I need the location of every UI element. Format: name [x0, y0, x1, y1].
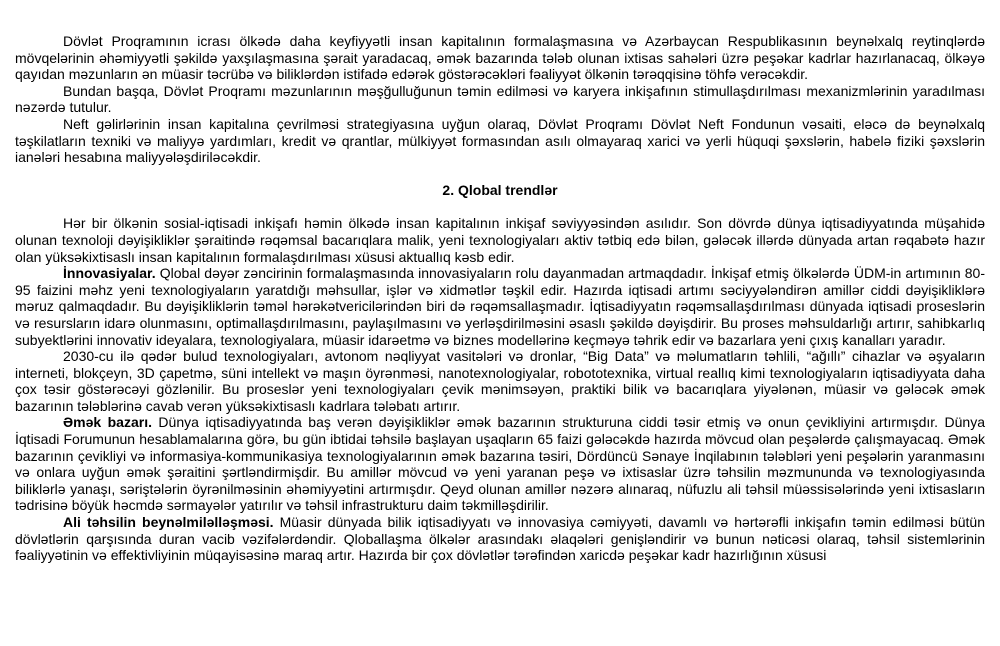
paragraph-internationalization: [15, 514, 985, 564]
section-heading-global-trends: 2. Qlobal trendlər: [442, 182, 558, 199]
paragraph-financing-sources: Neft gəlirlərinin insan kapitalına çevrilməsi strategiyasına uyğun olaraq, Dövlət Proqramı Dövlət Neft Fondunun vəsaiti, eləcə də beynəlxalq təşkilatların texniki və maliyyə yardımları, kredit və qrantlar, mülkiyyət formasından asılı olmayaraq xarici və yerli hüquqi şəxslərin, habelə fiziki şəxslərin ianələri hesabına maliyyələşdiriləcəkdir.: [15, 115, 985, 166]
paragraph-program-execution: Dövlət Proqramının icrası ölkədə daha keyfiyyətli insan kapitalının formalaşmasına və Azərbaycan Respublikasının beynəlxalq reytinqlərdə mövqelərinin əhəmiyyətli şəkildə yaxşılaşmasına şərait yaradacaq, əmək bazarında tələb olunan ixtisas sahələri üzrə peşəkar kadrlar hazırlanacaq, ölkəyə qayıdan məzunların ən müasir təcrübə və biliklərdən istifadə edərək göstərəcəkləri fəaliyyət ölkənin tərəqqisinə töhfə verəcəkdir.: [15, 33, 985, 83]
paragraph-employment-mechanisms: Bundan başqa, Dövlət Proqramı məzunlarının məşğulluğunun təmin edilməsi və karyera inkişafının stimullaşdırılması mexanizmlərinin yaradılması nəzərdə tutulur.: [15, 82, 985, 116]
paragraph-lead-labor-market: Əmək bazarı.: [63, 414, 152, 431]
paragraph-lead-innovations: İnnovasiyalar.: [63, 265, 156, 282]
paragraph-body-labor-market: Dünya iqtisadiyyatında baş verən dəyişikliklər əmək bazarının strukturuna ciddi təsir etmiş və onun çevikliyini artırmışdır. Dünya İqtisadi Forumunun hesablamalarına görə, bu gün ibtidai təhsilə başlayan uşaqların 65 faizi gələcəkdə hazırda mövcud olan peşələrdə çalışmayacaq. Əmək bazarının çevikliyi və informasiya-kommunikasiya texnologiyalarının əmək bazarına təsiri, Dördüncü Sənaye İnqilabının tələbləri yeni peşələrin yaranmasını və onlara uyğun əmək şəraitini şərtləndirmişdir. Bu amillər mövcud və yeni yaranan peşə və ixtisaslar üzrə təhsilin məzmununda və texnologiyasında biliklərlə yanaşı, səriştələrin öyrənilməsinin əhəmiyyətini artırmışdır. Qeyd olunan amillər nəzərə alınaraq, nüfuzlu ali təhsil müəssisələrində yeni ixtisasların tədrisinə böyük həcmdə sərmayələr yatırılır və təhsil infrastrukturu daim təkmilləşdirilir.: [15, 414, 985, 514]
paragraph-body-innovations: Qlobal dəyər zəncirinin formalaşmasında innovasiyaların rolu dayanmadan artmaqdadır. İnkişaf etmiş ölkələrdə ÜDM-in artımının 80-95 faizini məhz yeni texnologiyaların yaratdığı məhsullar, işlər və xidmətlər təşkil edir. Hazırda iqtisadi artımı səciyyələndirən amillər ciddi dəyişikliklərə məruz qalmaqdadır. Bu dəyişikliklərin təməl hərəkətvericilərindən biri də rəqəmsallaşmadır. İqtisadiyyatın rəqəmsallaşdırılması dünyada iqtisadi proseslərin və resursların idarə olunmasını, optimallaşdırılmasını, paylaşılmasını və yerləşdirilməsini əsaslı şəkildə dəyişdirir. Bu proses məhsuldarlığı artırır, sahibkarlıq subyektlərini innovativ ideyalara, texnologiyalara, müasir idarəetmə və biznes modellərinə keçməyə təhrik edir və bazarlara yeni çıxış kanalları yaradır.: [15, 265, 985, 348]
paragraph-body-internationalization: Müasir dünyada bilik iqtisadiyyatı və innovasiya cəmiyyəti, davamlı və hərtərəfli inkişafın təmin edilməsi bütün dövlətlərin qarşısında duran vacib vəzifələrdəndir. Qloballaşma ölkələr arasındakı əlaqələri genişləndirir və bunun nəticəsi olaraq, təhsil sistemlərinin fəaliyyətinin və effektivliyinin müqayisəsinə maraq artır. Hazırda bir çox dövlətlər tərəfindən xaricdə peşəkar kadr hazırlığının xüsusi: [15, 514, 985, 564]
paragraph-human-capital-development: Hər bir ölkənin sosial-iqtisadi inkişafı həmin ölkədə insan kapitalının inkişaf səviyyəsindən asılıdır. Son dövrdə dünya iqtisadiyyatında müşahidə olunan texnoloji dəyişikliklər şəraitində rəqəmsal bacarıqlara malik, yeni texnologiyaları aktiv tətbiq edə bilən, gələcək illərdə dünyada artan rəqabətə hazır olan yüksəkixtisaslı insan kapitalının formalaşdırılması xüsusi aktuallıq kəsb edir.: [15, 215, 985, 265]
paragraph-lead-internationalization: Ali təhsilin beynəlmiləlləşməsi.: [63, 514, 274, 531]
paragraph-technologies-2030: 2030-cu ilə qədər bulud texnologiyaları, avtonom nəqliyyat vasitələri və dronlar, “Big Data” və məlumatların təhlili, “ağıllı” cihazlar və əşyaların interneti, blokçeyn, 3D çapetmə, süni intellekt və maşın öyrənməsi, nanotexnologiyalar, robototexnika, virtual reallıq kimi texnologiyaların iqtisadiyyata daha çox təsir göstərəcəyi gözlənilir. Bu proseslər yeni texnologiyaları çevik mənimsəyən, praktiki bilik və bacarıqlara yiyələnən, müasir və gələcək əmək bazarının tələblərinə cavab verən yüksəkixtisaslı kadrlara tələbatı artırır.: [15, 348, 985, 414]
paragraph-labor-market: [15, 414, 985, 514]
paragraph-innovations: [15, 265, 985, 348]
